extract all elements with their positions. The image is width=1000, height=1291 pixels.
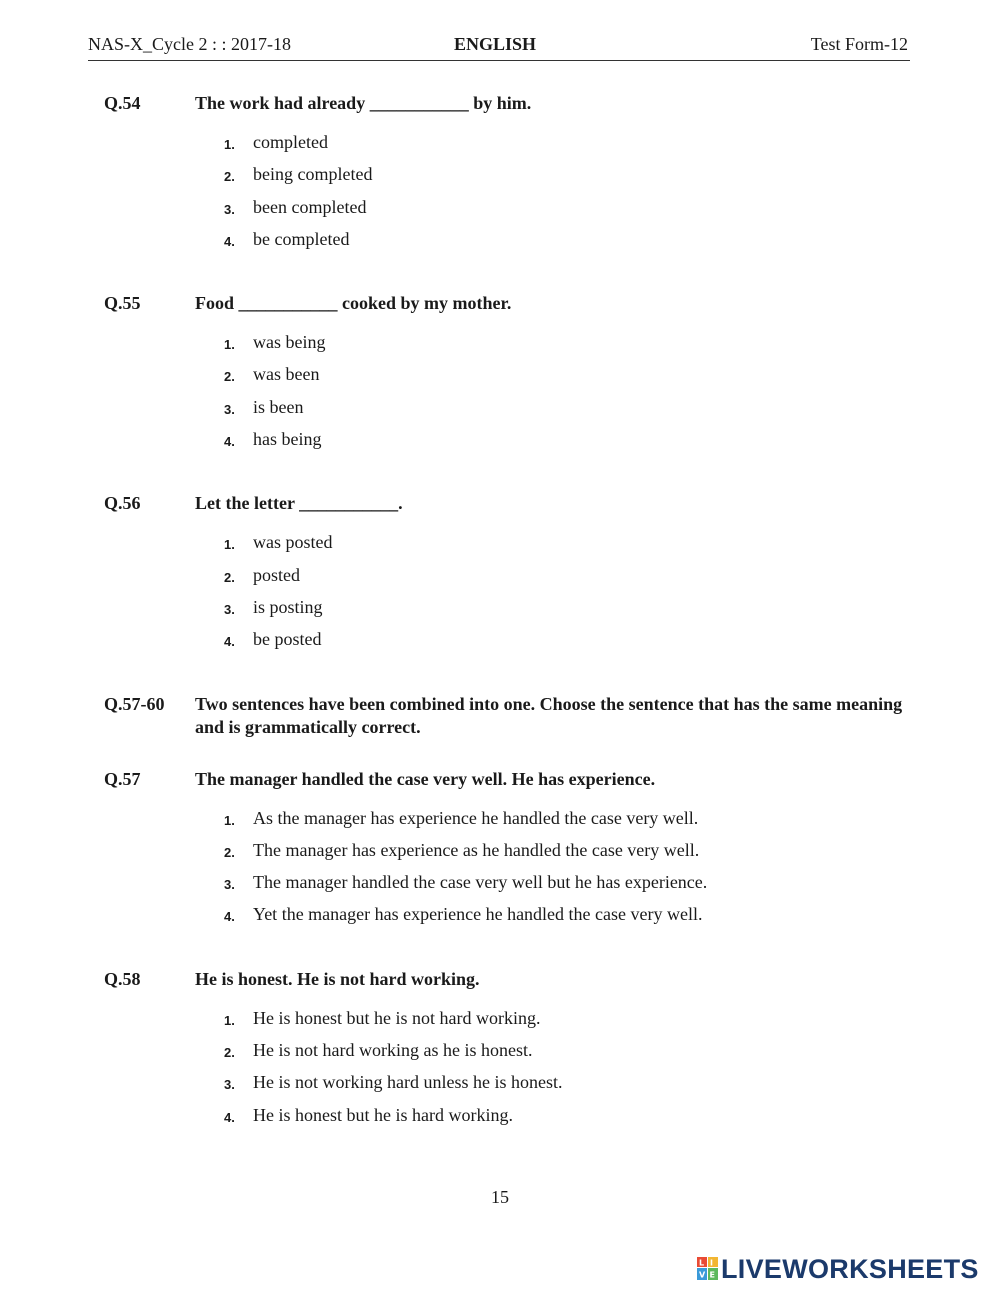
option-text: Yet the manager has experience he handled the case very well. (253, 904, 703, 925)
option-item[interactable] (224, 839, 904, 871)
option-number: 1. (224, 137, 235, 152)
question-number: Q.54 (104, 93, 141, 113)
option-number: 2. (224, 569, 235, 585)
option-item[interactable] (224, 531, 904, 563)
option-number: 4. (224, 634, 235, 650)
option-text: completed (253, 132, 328, 152)
question-q56 (104, 492, 904, 660)
option-number: 3. (224, 1077, 235, 1093)
option-text: posted (253, 564, 300, 585)
option-text: The manager has experience as he handled the case very well. (253, 839, 700, 860)
question-list (104, 92, 904, 1136)
option-list (224, 531, 904, 660)
question-text: Food ___________ cooked by my mother. (195, 293, 512, 314)
question-number: Q.56 (104, 493, 141, 514)
option-number: 3. (224, 877, 235, 893)
question-number: Q.58 (104, 968, 141, 989)
option-text: He is honest but he is not hard working. (253, 1007, 541, 1028)
option-text: is been (253, 396, 304, 417)
option-text: be completed (253, 228, 350, 249)
question-header (104, 693, 904, 739)
option-number: 3. (224, 201, 235, 217)
option-text: is posting (253, 596, 323, 617)
svg-text:E: E (709, 1270, 715, 1280)
liveworksheets-logo-icon (697, 1257, 719, 1281)
question-text: The work had already ___________ by him. (195, 93, 532, 113)
option-item[interactable] (224, 331, 904, 363)
svg-text:V: V (699, 1270, 706, 1280)
svg-text:I: I (710, 1258, 713, 1268)
question-header (104, 768, 904, 791)
header-exam-cycle: NAS-X_Cycle 2 : : 2017-18 (88, 34, 291, 54)
option-item[interactable] (224, 903, 904, 935)
option-item[interactable] (224, 564, 904, 596)
option-number: 2. (224, 1045, 235, 1061)
option-list (224, 331, 904, 460)
option-text: has being (253, 429, 322, 450)
option-text: was posted (253, 532, 333, 553)
option-number: 1. (224, 537, 235, 553)
option-item[interactable] (224, 1071, 904, 1103)
option-item[interactable] (224, 363, 904, 395)
option-number: 2. (224, 844, 235, 860)
header-subject: ENGLISH (454, 34, 537, 54)
option-number: 1. (224, 337, 235, 353)
option-item[interactable] (224, 596, 904, 628)
option-number: 2. (224, 169, 235, 185)
brand-wordmark: LIVEWORKSHEETS (721, 1254, 979, 1284)
question-header (104, 292, 904, 315)
option-number: 4. (224, 909, 235, 925)
option-item[interactable] (224, 628, 904, 660)
option-list (224, 131, 904, 260)
option-item[interactable] (224, 1039, 904, 1071)
option-number: 1. (224, 1012, 235, 1028)
option-text: He is not working hard unless he is honest. (253, 1072, 563, 1093)
option-item[interactable] (224, 131, 904, 163)
option-item[interactable] (224, 196, 904, 228)
option-text: As the manager has experience he handled the case very well. (253, 807, 699, 828)
instruction-text: Two sentences have been combined into one. Choose the sentence that has the same meaning and is grammatically correct. (195, 693, 903, 737)
option-item[interactable] (224, 1104, 904, 1136)
option-item[interactable] (224, 163, 904, 195)
question-number: Q.55 (104, 293, 141, 314)
question-header (104, 92, 904, 115)
option-number: 3. (224, 601, 235, 617)
option-item[interactable] (224, 807, 904, 839)
option-number: 4. (224, 434, 235, 450)
header-test-form: Test Form-12 (810, 34, 908, 54)
option-number: 4. (224, 233, 235, 249)
option-list (224, 1007, 904, 1136)
option-number: 3. (224, 401, 235, 417)
question-q55 (104, 292, 904, 460)
option-text: He is not hard working as he is honest. (253, 1040, 533, 1061)
option-text: been completed (253, 196, 367, 217)
option-text: He is honest but he is hard working. (253, 1104, 513, 1125)
page-header (88, 34, 910, 61)
option-number: 2. (224, 369, 235, 385)
option-text: was being (253, 332, 326, 353)
question-q54 (104, 92, 904, 260)
option-text: The manager handled the case very well but he has experience. (253, 872, 708, 893)
question-q58 (104, 968, 904, 1136)
option-number: 4. (224, 1109, 235, 1125)
option-item[interactable] (224, 428, 904, 460)
question-header (104, 968, 904, 991)
option-list (224, 807, 904, 936)
option-item[interactable] (224, 228, 904, 260)
option-text: was been (253, 364, 320, 385)
liveworksheets-brand[interactable] (697, 1253, 997, 1283)
option-number: 1. (224, 812, 235, 828)
question-text: He is honest. He is not hard working. (195, 968, 480, 989)
option-item[interactable] (224, 396, 904, 428)
question-number: Q.57-60 (104, 693, 165, 714)
option-text: being completed (253, 164, 373, 185)
question-text: Let the letter ___________. (195, 493, 403, 514)
option-text: be posted (253, 629, 322, 650)
question-header (104, 492, 904, 515)
question-q57 (104, 768, 904, 936)
instruction-q57-60 (104, 693, 904, 739)
question-text: The manager handled the case very well. He has experience. (195, 768, 656, 789)
svg-text:L: L (699, 1258, 705, 1268)
option-item[interactable] (224, 871, 904, 903)
question-number: Q.57 (104, 768, 141, 789)
page-number: 15 (491, 1187, 509, 1207)
option-item[interactable] (224, 1007, 904, 1039)
